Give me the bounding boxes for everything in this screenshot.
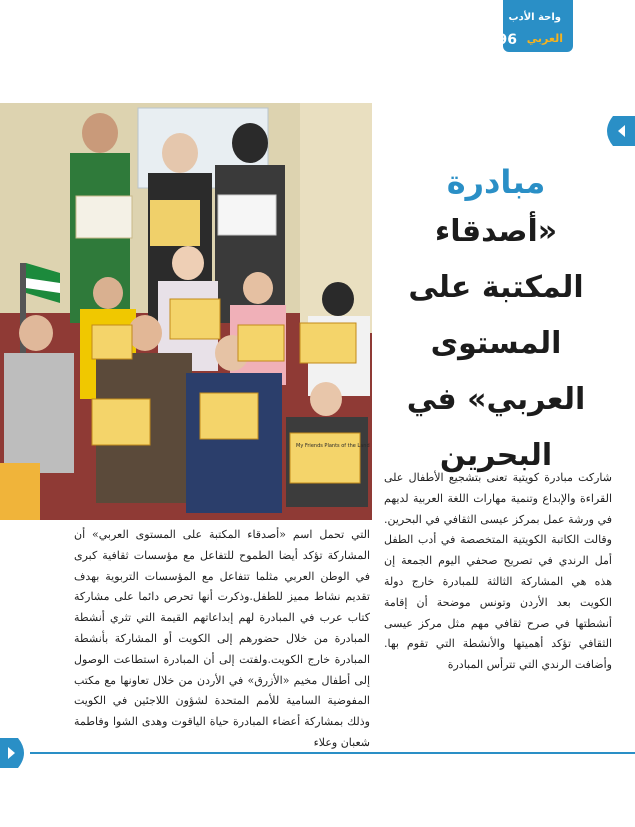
book-label: My Friends Plants of the Land bbox=[296, 443, 370, 449]
title-main: مبادرة bbox=[446, 163, 546, 201]
body-column-left: التي تحمل اسم «أصدقاء المكتبة على المستوى العربي» أن المشاركة تؤكد أيضا الطموح للتفاعل مع مؤسسات ثقافية كبرى في الوطن العربي مثلما تتفاعل مع المؤسسات التربوية بهدف تقديم نشاط مميز للطفل.وذكرت أنها تحرص دائما على مشاركة كتاب عرب في المبادرة لهم إبداعاتهم القيمة التي تثري أنشطة المبادرة من خلال حضورهم إلى الكويت أو المشاركة بأنشطة المبادرة خارج الكويت.ولفتت إلى أن المبادرة استطاعت الوصول إلى أطفال مخيم «الأزرق» في الأردن من خلال تعاونها مع مكتب المفوضية السامية للأمم المتحدة لشؤون اللاجئين في الكويت وذلك بمشاركة أعضاء المبادرة حياة الياقوت وهدى الشوا وفاطمة شعبان وعلاء bbox=[74, 528, 370, 749]
magazine-logo: العربي bbox=[526, 32, 563, 45]
arrow-marker-icon bbox=[601, 116, 635, 146]
page-marker-icon bbox=[0, 738, 30, 768]
bottom-rule bbox=[30, 752, 635, 754]
title-line-5: البحرين bbox=[439, 438, 553, 473]
article-title bbox=[380, 160, 612, 484]
title-line-2: المكتبة على bbox=[408, 270, 584, 305]
title-line-4: العربي» في bbox=[406, 382, 586, 417]
page-number: 96 bbox=[497, 32, 517, 48]
event-photo bbox=[0, 103, 372, 520]
title-line-3: المستوى bbox=[430, 326, 562, 361]
body-column-right: شاركت مبادرة كويتية تعنى بتشجيع الأطفال على القراءة والإبداع وتنمية مهارات اللغة العربية لديهم في ورشة عمل بمركز عيسى الثقافي في البحرين. وقالت الكاتبة الكويتية المتخصصة في أدب الطفل أمل الرندي في تصريح صحفي اليوم الجمعة إن هذه هي المشاركة الثالثة للمبادرة خارج دولة الكويت بعد الأردن وتونس موضحة أن إقامة أنشطتها في صرح ثقافي مهم مثل مركز عيسى الثقافي تؤكد أهميتها والأنشطة التي تقوم بها. وأضافت الرندي التي تترأس المبادرة bbox=[384, 471, 612, 672]
title-line-1: «أصدقاء bbox=[434, 214, 558, 249]
section-title: واحة الأدب bbox=[508, 12, 561, 23]
